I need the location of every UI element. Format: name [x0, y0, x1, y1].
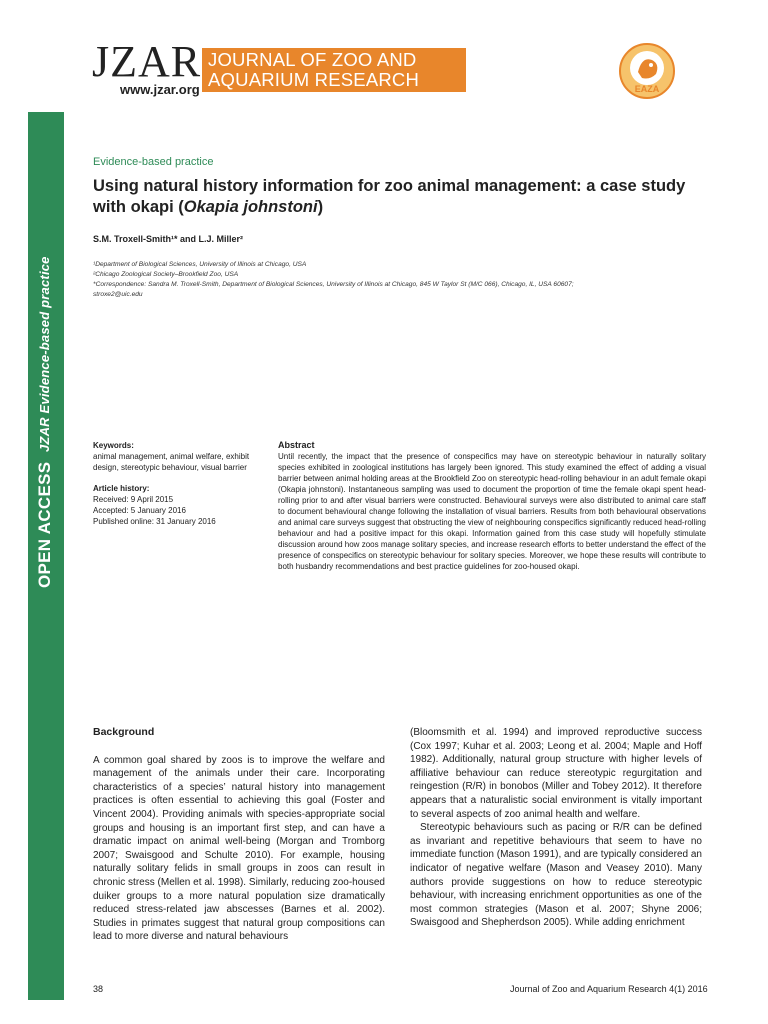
- journal-logo: JZAR: [92, 37, 202, 86]
- footer-journal: Journal of Zoo and Aquarium Research 4(1) 2016: [510, 984, 708, 994]
- title-part2: ): [317, 198, 324, 216]
- article-title: [93, 176, 713, 218]
- side-evidence-label: JZAR Evidence-based practice: [37, 256, 52, 452]
- history-published: Published online: 31 January 2016: [93, 517, 216, 526]
- side-band: [28, 112, 64, 1000]
- body-paragraph: A common goal shared by zoos is to improve the welfare and management of the animals under their care. Incorporating characteristics of a species’ natural history into management practices is often essential to achieving this goal (Foster and Vincent 2004). Providing animals with species-appropriate social groups and housing is an important first step, and can have a dramatic impact on animal well-being (Morgan and Tromborg 2007; Swaisgood and Schulte 2010). For example, housing naturally solitary felids in small groups in zoos can result in chronic stress (Mellen et al. 1998). Similarly, reducing zoo-housed duiker groups to a more natural population size dramatically reduced stress-related jaw abscesses (Barnes et al. 2002). Studies in primates suggest that natural group compositions can lead to more diverse and natural behaviours: [93, 754, 385, 943]
- keywords-block: [93, 440, 263, 527]
- abstract-block: [278, 440, 706, 572]
- open-access-label: OPEN ACCESS: [35, 461, 54, 588]
- title-part1: Using natural history information for zoo animal management: a case study with okapi (: [93, 177, 686, 216]
- keywords-text: animal management, animal welfare, exhibit design, stereotypic behaviour, visual barrier: [93, 452, 250, 472]
- body-right-column: [410, 726, 702, 930]
- authors: S.M. Troxell-Smith¹* and L.J. Miller²: [93, 234, 244, 244]
- history-accepted: Accepted: 5 January 2016: [93, 506, 186, 515]
- correspondence-email: stroxe2@uic.edu: [93, 291, 143, 298]
- section-label: Evidence-based practice: [93, 156, 214, 168]
- background-heading: Background: [93, 726, 155, 738]
- affiliation-1: ¹Department of Biological Sciences, University of Illinois at Chicago, USA: [93, 261, 307, 268]
- body-left-column: [93, 726, 385, 944]
- affiliation-2: ²Chicago Zoological Society–Brookfield Zoo, USA: [93, 271, 239, 278]
- body-paragraph: Stereotypic behaviours such as pacing or R/R can be defined as invariant and repetitive behaviours that seem to have no immediate function (Mason 1991), and are typically considered an indicator of negative welfare (Mason and Veasey 2010). Many authors provide suggestions on how to reduce stereotypic behaviour, with increasing enrichment opportunities as one of the most common strategies (Mason et al. 2007; Shyne 2006; Swaisgood and Shepherdson 2005). While adding enrichment: [410, 822, 702, 929]
- journal-banner-line2: AQUARIUM RESEARCH: [208, 69, 420, 90]
- abstract-title: Abstract: [278, 440, 315, 450]
- journal-url: www.jzar.org: [120, 82, 200, 97]
- correspondence: *Correspondence: Sandra M. Troxell-Smith, Department of Biological Sciences, University of Illinois at Chicago, 845 W Taylor St (M/C 066), Chicago, IL, USA 60607;: [93, 281, 574, 288]
- abstract-text: Until recently, the impact that the presence of conspecifics may have on stereotypic behaviour in naturally solitary species exhibited in zoological institutions has largely been ignored. This study examined the effect of adding a visual barrier between animal holding areas at the Brookfield Zoo on stereotypic head-rolling behaviour in an adult female okapi (Okapia johnstoni). Instantaneous sampling was used to document the proportion of time the female okapi spent head-rolling prior to and after visual barriers were constructed. Behavioural surveys were also distributed to animal care staff to document behavioural change following the installation of visual barriers. Results from both behavioural observations and animal care surveys suggest that obstructing the view of neighbouring conspecifics significantly reduced head-rolling behaviour and had a positive impact for this okapi. Information gained from this case study will hopefully stimulate discussion around how zoos manage solitary species, and increase research efforts to better understand the effect of the presence of conspecifics on stereotypic behaviour for solitary species. Moreover, we hope these results will contribute to both husbandry recommendations and best practice guidelines for zoo-housed okapi.: [278, 452, 706, 571]
- journal-banner-line1: JOURNAL OF ZOO AND: [208, 49, 417, 70]
- page-number: 38: [93, 984, 104, 994]
- keywords-title: Keywords:: [93, 441, 134, 450]
- body-paragraph: (Bloomsmith et al. 1994) and improved reproductive success (Cox 1997; Kuhar et al. 2003; Leong et al. 2004; Maple and Hoff 1982). Additionally, natural group structure with higher levels of affiliative behaviour can reduce stereotypic regurgitation and reingestion (R/R) in bonobos (Miller and Tobey 2012). It therefore appears that a naturalistic social environment is vitally important to several aspects of zoo animal health and welfare.: [410, 727, 702, 820]
- history-received: Received: 9 April 2015: [93, 495, 174, 504]
- eaza-logo-icon: [618, 42, 676, 100]
- title-species: Okapia johnstoni: [183, 198, 318, 216]
- journal-banner: [202, 48, 466, 92]
- history-title: Article history:: [93, 484, 150, 493]
- eaza-logo-text: EAZA: [634, 84, 660, 94]
